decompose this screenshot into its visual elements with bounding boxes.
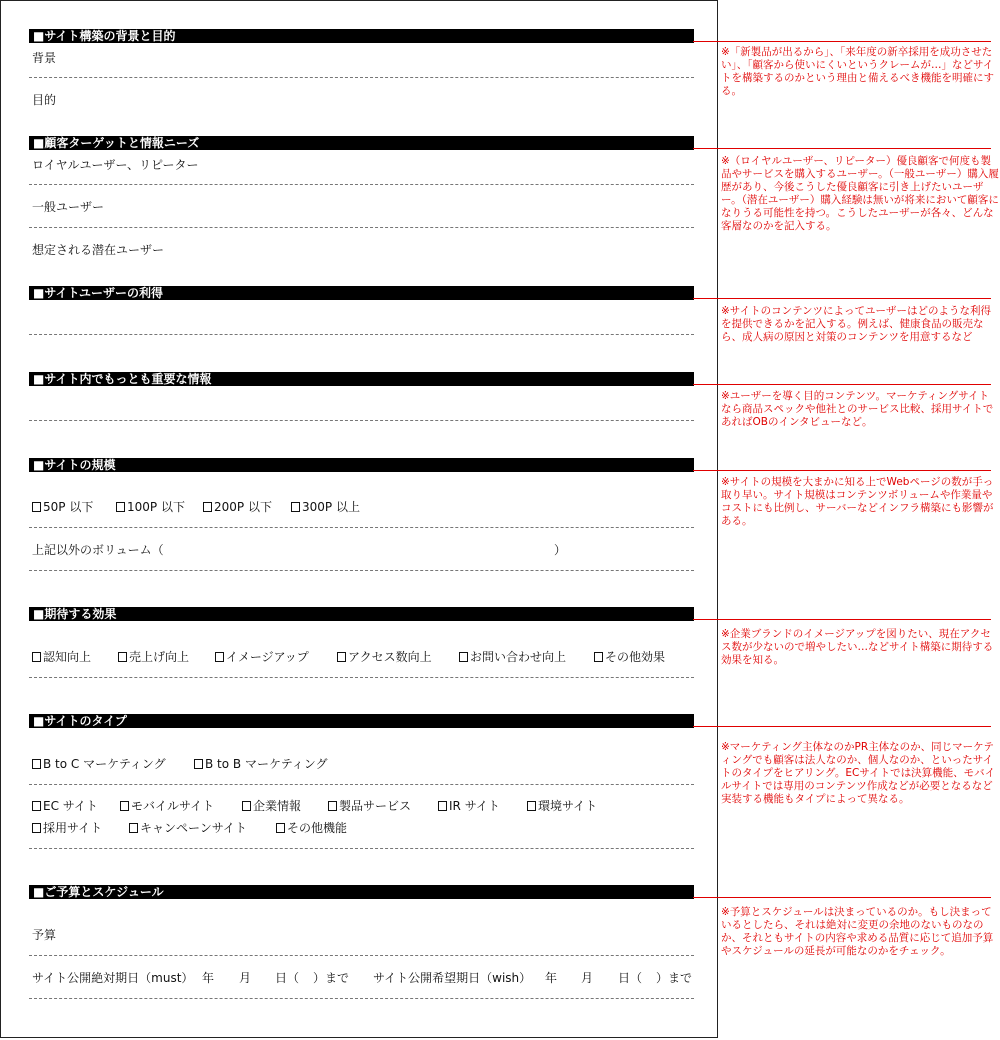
must-year-label: 年 xyxy=(202,971,215,985)
checkbox-btob[interactable] xyxy=(194,757,328,771)
checkbox-200p[interactable] xyxy=(203,500,272,514)
checkbox-label: 企業情報 xyxy=(253,799,302,813)
checkbox-label: お問い合わせ向上 xyxy=(470,650,567,664)
checkbox-icon xyxy=(118,652,127,662)
note-rule xyxy=(693,897,991,898)
checkbox-icon xyxy=(32,652,41,662)
checkbox-other-function[interactable] xyxy=(276,821,347,835)
checkbox-label: その他効果 xyxy=(605,650,666,664)
checkbox-inquiry[interactable] xyxy=(459,650,566,664)
checkbox-icon xyxy=(328,801,337,811)
checkbox-label: 製品サービス xyxy=(339,799,412,813)
checkbox-icon xyxy=(194,759,203,769)
checkbox-corporate-info[interactable] xyxy=(242,799,301,813)
wish-year-label: 年 xyxy=(545,971,558,985)
checkbox-icon xyxy=(242,801,251,811)
note-important-info: ※ユーザーを導く目的コンテンツ。マーケティングサイトなら商品スペックや他社とのサービス比較、採用サイトであればOBのインタビューなど。 xyxy=(721,390,994,428)
note-budget-schedule: ※予算とスケジュールは決まっているのか。もし決まっているとしたら、それは絶対に変更の余地のないものなのか、それともサイトの内容や求める品質に応じて追加予算やスケジュールの延長が可能なのかをチェック。 xyxy=(721,906,994,957)
note-rule xyxy=(693,384,991,385)
section-header-target: ■顧客ターゲットと情報ニーズ xyxy=(29,136,694,150)
field-line[interactable] xyxy=(29,784,694,785)
checkbox-label: EC サイト xyxy=(43,799,98,813)
checkbox-icon xyxy=(527,801,536,811)
section-header-budget-schedule: ■ご予算とスケジュール xyxy=(29,885,694,899)
field-line[interactable] xyxy=(29,848,694,849)
must-month-label: 月 xyxy=(239,971,252,985)
checkbox-label: 売上げ向上 xyxy=(129,650,190,664)
wish-month-label: 月 xyxy=(581,971,594,985)
checkbox-label: 300P 以上 xyxy=(302,500,360,514)
checkbox-access[interactable] xyxy=(337,650,432,664)
field-label-loyal-users: ロイヤルユーザー、リピーター xyxy=(32,158,199,172)
checkbox-icon xyxy=(129,823,138,833)
checkbox-mobile-site[interactable] xyxy=(120,799,214,813)
field-line[interactable] xyxy=(29,677,694,678)
field-line[interactable] xyxy=(29,570,694,571)
wish-until-label: ）まで xyxy=(656,971,693,985)
section-header-background: ■サイト構築の背景と目的 xyxy=(29,29,694,43)
field-line[interactable] xyxy=(29,955,694,956)
checkbox-ir-site[interactable] xyxy=(438,799,500,813)
volume-close-paren: ） xyxy=(554,543,567,557)
note-rule xyxy=(693,726,991,727)
checkbox-100p[interactable] xyxy=(116,500,185,514)
checkbox-label: 100P 以下 xyxy=(127,500,185,514)
checkbox-label: 50P 以下 xyxy=(43,500,94,514)
must-date-label: サイト公開絶対期日（must） xyxy=(32,971,194,985)
field-line[interactable] xyxy=(29,334,694,335)
checkbox-label: IR サイト xyxy=(449,799,500,813)
note-rule xyxy=(693,298,991,299)
checkbox-300p[interactable] xyxy=(291,500,360,514)
checkbox-50p[interactable] xyxy=(32,500,93,514)
checkbox-icon xyxy=(438,801,447,811)
checkbox-ec-site[interactable] xyxy=(32,799,98,813)
checkbox-label: 認知向上 xyxy=(43,650,92,664)
checkbox-campaign-site[interactable] xyxy=(129,821,247,835)
checkbox-icon xyxy=(32,759,41,769)
section-header-site-scale: ■サイトの規模 xyxy=(29,458,694,472)
note-site-type: ※マーケティング主体なのかPR主体なのか、同じマーケティングでも顧客は法人なのか、個人なのか、といったサイトのタイプをヒアリング。ECサイトでは決算機能、モバイルサイトでは専用のコンテンツ作成などが必要となるなど実装する機能もタイプによって異なる。 xyxy=(721,741,996,805)
field-line[interactable] xyxy=(29,77,694,78)
checkbox-label: その他機能 xyxy=(287,821,348,835)
checkbox-other-effect[interactable] xyxy=(594,650,665,664)
checkbox-icon xyxy=(32,823,41,833)
note-expected-effects: ※企業ブランドのイメージアップを図りたい、現在アクセス数が少ないので増やしたい…などサイト構築に期待する効果を知る。 xyxy=(721,628,994,666)
note-rule xyxy=(693,619,991,620)
field-label-potential-users: 想定される潜在ユーザー xyxy=(32,243,165,257)
wish-day-label: 日（ xyxy=(618,971,643,985)
checkbox-label: 200P 以下 xyxy=(214,500,272,514)
field-label-background: 背景 xyxy=(32,51,57,65)
section-header-important-info: ■サイト内でもっとも重要な情報 xyxy=(29,372,694,386)
note-user-benefit: ※サイトのコンテンツによってユーザーはどのような利得を提供できるかを記入する。例えば、健康食品の販売なら、成人病の原因と対策のコンテンツを用意するなど xyxy=(721,305,992,343)
checkbox-icon xyxy=(203,502,212,512)
note-target: ※（ロイヤルユーザー、リピーター）優良顧客で何度も製品やサービスを購入するユーザー。（一般ユーザー）購入履歴があり、今後こうした優良顧客に引き上げたいユーザー。（潜在ユーザー）購入経験は無いが将来において顧客になりうる可能性を持つ。こうしたユーザーが各々、どんな客層なのかを記入する。 xyxy=(721,155,999,232)
checkbox-label: 採用サイト xyxy=(43,821,103,835)
checkbox-recruit-site[interactable] xyxy=(32,821,102,835)
checkbox-icon xyxy=(32,801,41,811)
section-header-user-benefit: ■サイトユーザーの利得 xyxy=(29,286,694,300)
checkbox-label: B to B マーケティング xyxy=(205,757,328,771)
note-site-scale: ※サイトの規模を大まかに知る上でWebページの数が手っ取り早い。サイト規模はコンテンツボリュームや作業量やコストにも比例し、サーバーなどインフラ構築にも影響がある。 xyxy=(721,476,994,527)
checkbox-icon xyxy=(459,652,468,662)
wish-date-label: サイト公開希望期日（wish） xyxy=(373,971,532,985)
checkbox-label: キャンペーンサイト xyxy=(140,821,247,835)
checkbox-label: イメージアップ xyxy=(226,650,309,664)
checkbox-label: 環境サイト xyxy=(538,799,598,813)
checkbox-sales[interactable] xyxy=(118,650,189,664)
checkbox-label: アクセス数向上 xyxy=(348,650,432,664)
checkbox-awareness[interactable] xyxy=(32,650,91,664)
field-label-budget: 予算 xyxy=(32,928,57,942)
must-day-label: 日（ xyxy=(275,971,300,985)
note-rule xyxy=(693,41,991,42)
checkbox-icon xyxy=(116,502,125,512)
checkbox-product-service[interactable] xyxy=(328,799,411,813)
field-label-general-users: 一般ユーザー xyxy=(32,200,105,214)
checkbox-icon xyxy=(276,823,285,833)
checkbox-icon xyxy=(32,502,41,512)
checkbox-environment-site[interactable] xyxy=(527,799,597,813)
field-line[interactable] xyxy=(29,184,694,185)
field-label-purpose: 目的 xyxy=(32,93,57,107)
checkbox-btoc[interactable] xyxy=(32,757,166,771)
field-line[interactable] xyxy=(29,227,694,228)
checkbox-icon xyxy=(337,652,346,662)
checkbox-icon xyxy=(594,652,603,662)
field-line[interactable] xyxy=(29,420,694,421)
checkbox-icon xyxy=(291,502,300,512)
field-line[interactable] xyxy=(29,527,694,528)
checkbox-icon xyxy=(215,652,224,662)
note-rule xyxy=(693,148,991,149)
section-header-expected-effects: ■期待する効果 xyxy=(29,607,694,621)
checkbox-label: モバイルサイト xyxy=(131,799,215,813)
note-background: ※「新製品が出るから」、「来年度の新卒採用を成功させたい」、「顧客から使いにくいというクレームが…」などサイトを構築するのかという理由と備えるべき機能を明確にする。 xyxy=(721,46,994,97)
must-until-label: ）まで xyxy=(313,971,350,985)
checkbox-label: B to C マーケティング xyxy=(43,757,166,771)
checkbox-icon xyxy=(120,801,129,811)
section-header-site-type: ■サイトのタイプ xyxy=(29,714,694,728)
field-line[interactable] xyxy=(29,998,694,999)
note-rule xyxy=(693,470,991,471)
field-label-other-volume: 上記以外のボリューム（ xyxy=(32,543,164,557)
checkbox-image-up[interactable] xyxy=(215,650,309,664)
